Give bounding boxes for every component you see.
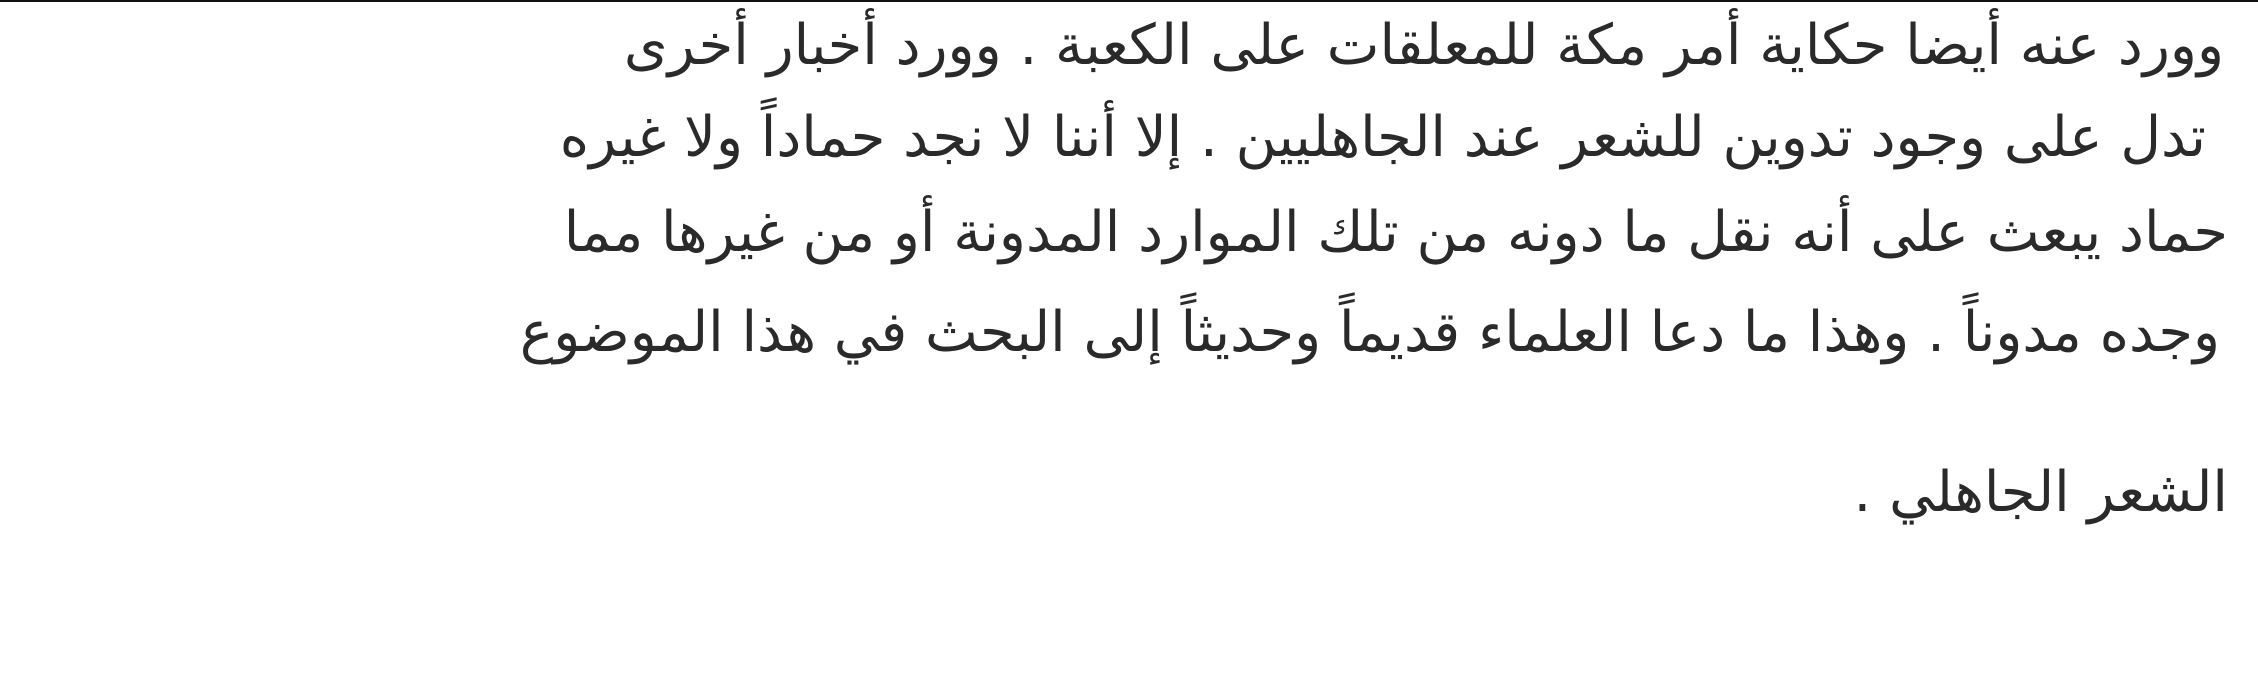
handwritten-line-1: وورد عنه أيضا حكاية أمر مكة للمعلقات على الكعبة . وورد أخبار أخرى [623, 13, 2224, 78]
handwritten-line-3: حماد يبعث على أنه نقل ما دونه من تلك الموارد المدونة أو من غيرها مما [563, 200, 2228, 265]
handwritten-line-2: تدل على وجود تدوين للشعر عند الجاهليين . إلا أننا لا نجد حماداً ولا غيره [559, 105, 2206, 170]
page-top-rule [0, 0, 2258, 2]
handwritten-line-4: وجده مدوناً . وهذا ما دعا العلماء قديماً وحديثاً إلى البحث في هذا الموضوع [519, 300, 2220, 365]
handwritten-line-5: الشعر الجاهلي . [1853, 460, 2228, 525]
